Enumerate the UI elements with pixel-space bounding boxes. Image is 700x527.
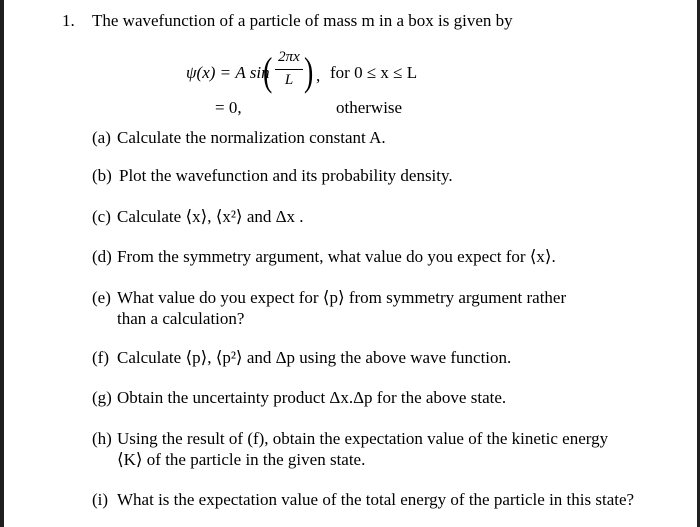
right-paren: ) [303,49,314,94]
equation-condition: for 0 ≤ x ≤ L [330,63,418,82]
part-label-i: (i) [92,490,109,509]
part-label-h: (h) [92,429,112,448]
left-border [0,0,4,527]
part-text-c: Calculate ⟨x⟩, ⟨x²⟩ and Δx . [117,207,304,226]
problem-number: 1. [62,11,75,30]
part-text-a: Calculate the normalization constant A. [117,128,386,147]
part-label-f: (f) [92,348,109,367]
equation-comma: , [316,66,321,85]
fraction-bar [275,69,303,70]
equation-line2-condition: otherwise [336,98,403,117]
fraction-numerator: 2πx [278,49,300,65]
part-text-d: From the symmetry argument, what value do you expect for ⟨x⟩. [117,247,556,266]
part-text-e-line2: than a calculation? [117,309,245,328]
part-text-h: Using the result of (f), obtain the expectation value of the kinetic energy [117,429,609,448]
left-paren: ( [262,49,273,94]
part-label-c: (c) [92,207,111,226]
part-label-d: (d) [92,247,112,266]
part-text-f: Calculate ⟨p⟩, ⟨p²⟩ and Δp using the above wave function. [117,348,512,367]
equation-lhs: ψ(x) = A sin [186,63,270,82]
problem-intro: The wavefunction of a particle of mass m in a box is given by [92,11,513,30]
part-label-g: (g) [92,388,112,407]
part-label-e: (e) [92,288,111,307]
part-label-a: (a) [92,128,111,147]
equation-line2-lhs: = 0, [215,98,242,117]
part-text-b: Plot the wavefunction and its probability density. [119,166,453,185]
fraction-denominator: L [284,72,294,88]
part-text-g: Obtain the uncertainty product Δx.Δp for the above state. [117,388,507,407]
part-text-h-line2: ⟨K⟩ of the particle in the given state. [117,450,366,469]
part-label-b: (b) [92,166,112,185]
part-text-e: What value do you expect for ⟨p⟩ from symmetry argument rather [117,288,567,307]
part-text-i: What is the expectation value of the total energy of the particle in this state? [117,490,635,509]
